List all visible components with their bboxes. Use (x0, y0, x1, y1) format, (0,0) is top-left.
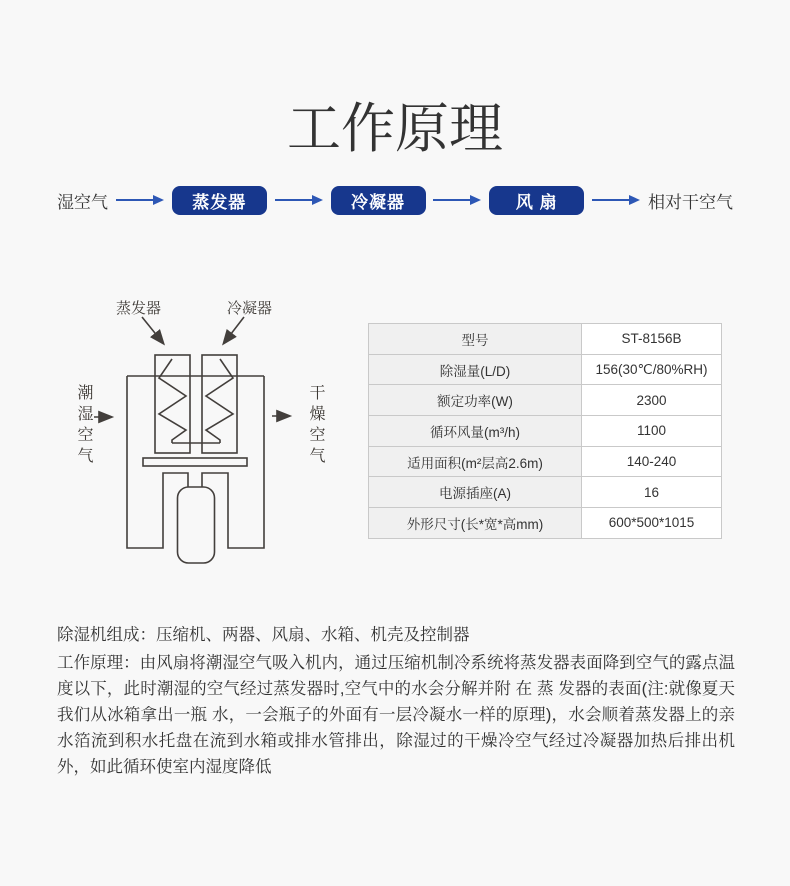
spec-value-cell: 156(30℃/80%RH) (582, 354, 722, 385)
table-row (369, 446, 722, 477)
flow-input-label: 湿空气 (57, 192, 108, 212)
principle-text: 工作原理：由风扇将潮湿空气吸入机内，通过压缩机制冷系统将蒸发器表面降到空气的露点温度以下，此时潮湿的空气经过蒸发器时,空气中的水会分解并附 在 蒸 发器的表面(注:就像夏天我们从冰箱拿出一瓶 水，一会瓶子的外面有一层冷凝水一样的原理)，水会顺着蒸发器上的亲水箔流到积水托盘在流到水箱或排水管排出，除湿过的干燥冷空气经过冷凝器加热后排出机外，如此循环使室内湿度降低 (57, 654, 735, 776)
flow-arrow-icon (275, 194, 323, 206)
spec-label-cell: 适用面积(m²层高2.6m) (369, 446, 582, 477)
evaporator-label: 蒸发器 (116, 300, 162, 317)
spec-label-cell: 外形尺寸(长*宽*高mm) (369, 508, 582, 539)
spec-label-cell: 型号 (369, 324, 582, 355)
spec-label-cell: 电源插座(A) (369, 477, 582, 508)
table-row (369, 385, 722, 416)
flow-arrow-icon (433, 194, 481, 206)
table-row (369, 416, 722, 447)
spec-label-cell: 循环风量(m³/h) (369, 416, 582, 447)
composition-text: 除湿机组成：压缩机、两器、风扇、水箱、机壳及控制器 (57, 626, 470, 644)
spec-label-cell: 额定功率(W) (369, 385, 582, 416)
spec-label-cell: 除湿量(L/D) (369, 354, 582, 385)
flow-diagram (57, 185, 733, 215)
spec-table (368, 323, 722, 539)
table-row (369, 508, 722, 539)
spec-value-cell: 140-240 (582, 446, 722, 477)
spec-value-cell: ST-8156B (582, 324, 722, 355)
condenser-step-box: 冷凝器 (331, 186, 426, 215)
table-row (369, 354, 722, 385)
flow-arrow-icon (116, 194, 164, 206)
evaporator-step-box: 蒸发器 (172, 186, 267, 215)
table-row (369, 477, 722, 508)
spec-value-cell: 1100 (582, 416, 722, 447)
flow-output-label: 相对干空气 (648, 192, 733, 212)
fan-step-box: 风 扇 (489, 186, 584, 215)
table-row (369, 324, 722, 355)
spec-value-cell: 600*500*1015 (582, 508, 722, 539)
spec-value-cell: 2300 (582, 385, 722, 416)
condenser-label: 冷凝器 (227, 300, 273, 317)
spec-value-cell: 16 (582, 477, 722, 508)
dry-air-label: 干燥空气 (307, 384, 324, 468)
flow-arrow-icon (592, 194, 640, 206)
dehumidifier-schematic (45, 283, 345, 575)
humid-air-label: 潮湿空气 (75, 384, 92, 468)
page-title: 工作原理 (287, 99, 503, 159)
